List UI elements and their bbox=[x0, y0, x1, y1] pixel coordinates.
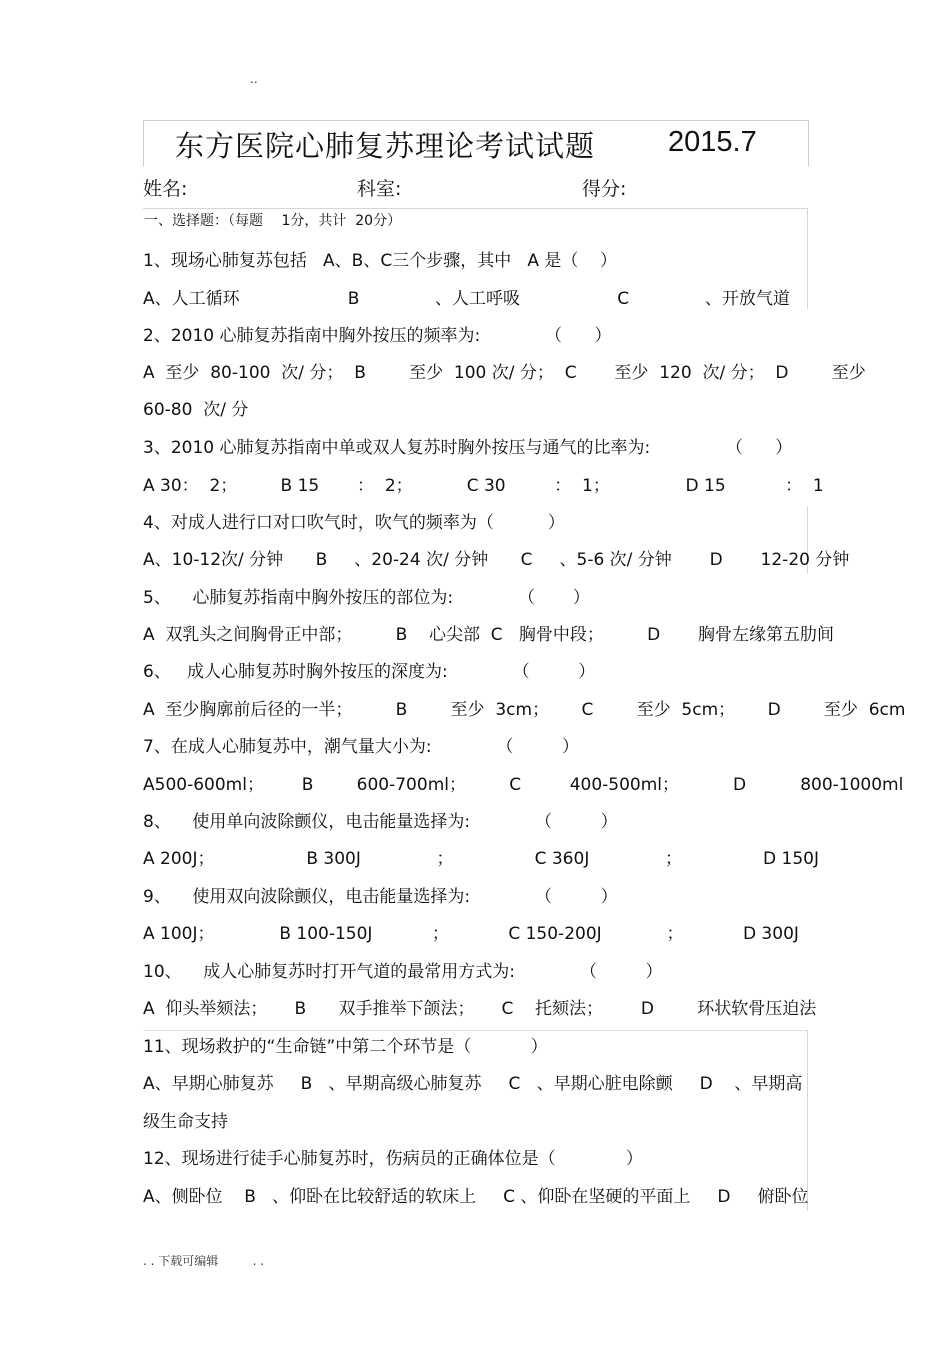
header-dots: .. bbox=[250, 72, 258, 86]
question-2: 2、2010 心肺复苏指南中胸外按压的频率为: （ ） bbox=[143, 326, 612, 346]
options-2-continued: 60-80 次/ 分 bbox=[143, 400, 249, 420]
options-12: A、侧卧位 B 、仰卧在比较舒适的软床上 C 、仰卧在坚硬的平面上 D 俯卧位 bbox=[143, 1187, 809, 1207]
page-footer: . . 下载可编辑 . . bbox=[143, 1254, 265, 1268]
page-title: 东方医院心肺复苏理论考试试题 bbox=[175, 129, 596, 163]
question-5: 5、 心肺复苏指南中胸外按压的部位为: （ ） bbox=[143, 588, 590, 608]
question-7: 7、在成人心肺复苏中，潮气量大小为: （ ） bbox=[143, 737, 580, 757]
question-8: 8、 使用单向波除颤仪，电击能量选择为: （ ） bbox=[143, 812, 618, 832]
options-10: A 仰头举颏法； B 双手推举下颌法； C 托颏法； D 环状软骨压迫法 bbox=[143, 999, 817, 1019]
options-1: A、人工循环 B 、人工呼吸 C 、开放气道 bbox=[143, 289, 790, 309]
score-field-label: 得分: bbox=[582, 178, 627, 200]
options-3: A 30： 2； B 15 ： 2； C 30 ： 1； D 15 ： 1 bbox=[143, 476, 824, 496]
options-6: A 至少胸廓前后径的一半； B 至少 3cm； C 至少 5cm； D 至少 6cm bbox=[143, 700, 906, 720]
options-11: A、早期心肺复苏 B 、早期高级心肺复苏 C 、早期心脏电除颤 D 、早期高 bbox=[143, 1074, 803, 1094]
options-4: A、10-12次/ 分钟 B 、20-24 次/ 分钟 C 、5-6 次/ 分钟 D 12-20 分钟 bbox=[143, 550, 850, 570]
options-7: A500-600ml； B 600-700ml； C 400-500ml； D 800-1000ml bbox=[143, 775, 904, 795]
options-9: A 100J； B 100-150J ； C 150-200J ； D 300J bbox=[143, 924, 799, 944]
section-heading: 一、选择题：（每题 1分，共计 20分） bbox=[144, 213, 402, 229]
question-1: 1、现场心肺复苏包括 A、B、C三个步骤，其中 A 是（ ） bbox=[143, 251, 618, 271]
question-10: 10、 成人心肺复苏时打开气道的最常用方式为: （ ） bbox=[143, 962, 663, 982]
question-9: 9、 使用双向波除颤仪，电击能量选择为: （ ） bbox=[143, 887, 618, 907]
options-8: A 200J； B 300J ； C 360J ； D 150J bbox=[143, 849, 819, 869]
question-11: 11、现场救护的“生命链”中第二个环节是（ ） bbox=[143, 1037, 548, 1057]
options-11-continued: 级生命支持 bbox=[143, 1112, 228, 1132]
question-12: 12、现场进行徒手心肺复苏时，伤病员的正确体位是（ ） bbox=[143, 1149, 643, 1169]
department-field-label: 科室: bbox=[357, 178, 402, 200]
title-year: 2015.7 bbox=[668, 126, 757, 158]
question-6: 6、 成人心肺复苏时胸外按压的深度为: （ ） bbox=[143, 662, 596, 682]
options-5: A 双乳头之间胸骨正中部； B 心尖部 C 胸骨中段； D 胸骨左缘第五肋间 bbox=[143, 625, 834, 645]
question-3: 3、2010 心肺复苏指南中单或双人复苏时胸外按压与通气的比率为: （ ） bbox=[143, 438, 793, 458]
name-field-label: 姓名: bbox=[143, 178, 188, 200]
question-4: 4、对成人进行口对口吹气时，吹气的频率为（ ） bbox=[143, 513, 565, 533]
options-2: A 至少 80-100 次/ 分； B 至少 100 次/ 分； C 至少 120 次/ 分； D 至少 bbox=[143, 363, 866, 383]
